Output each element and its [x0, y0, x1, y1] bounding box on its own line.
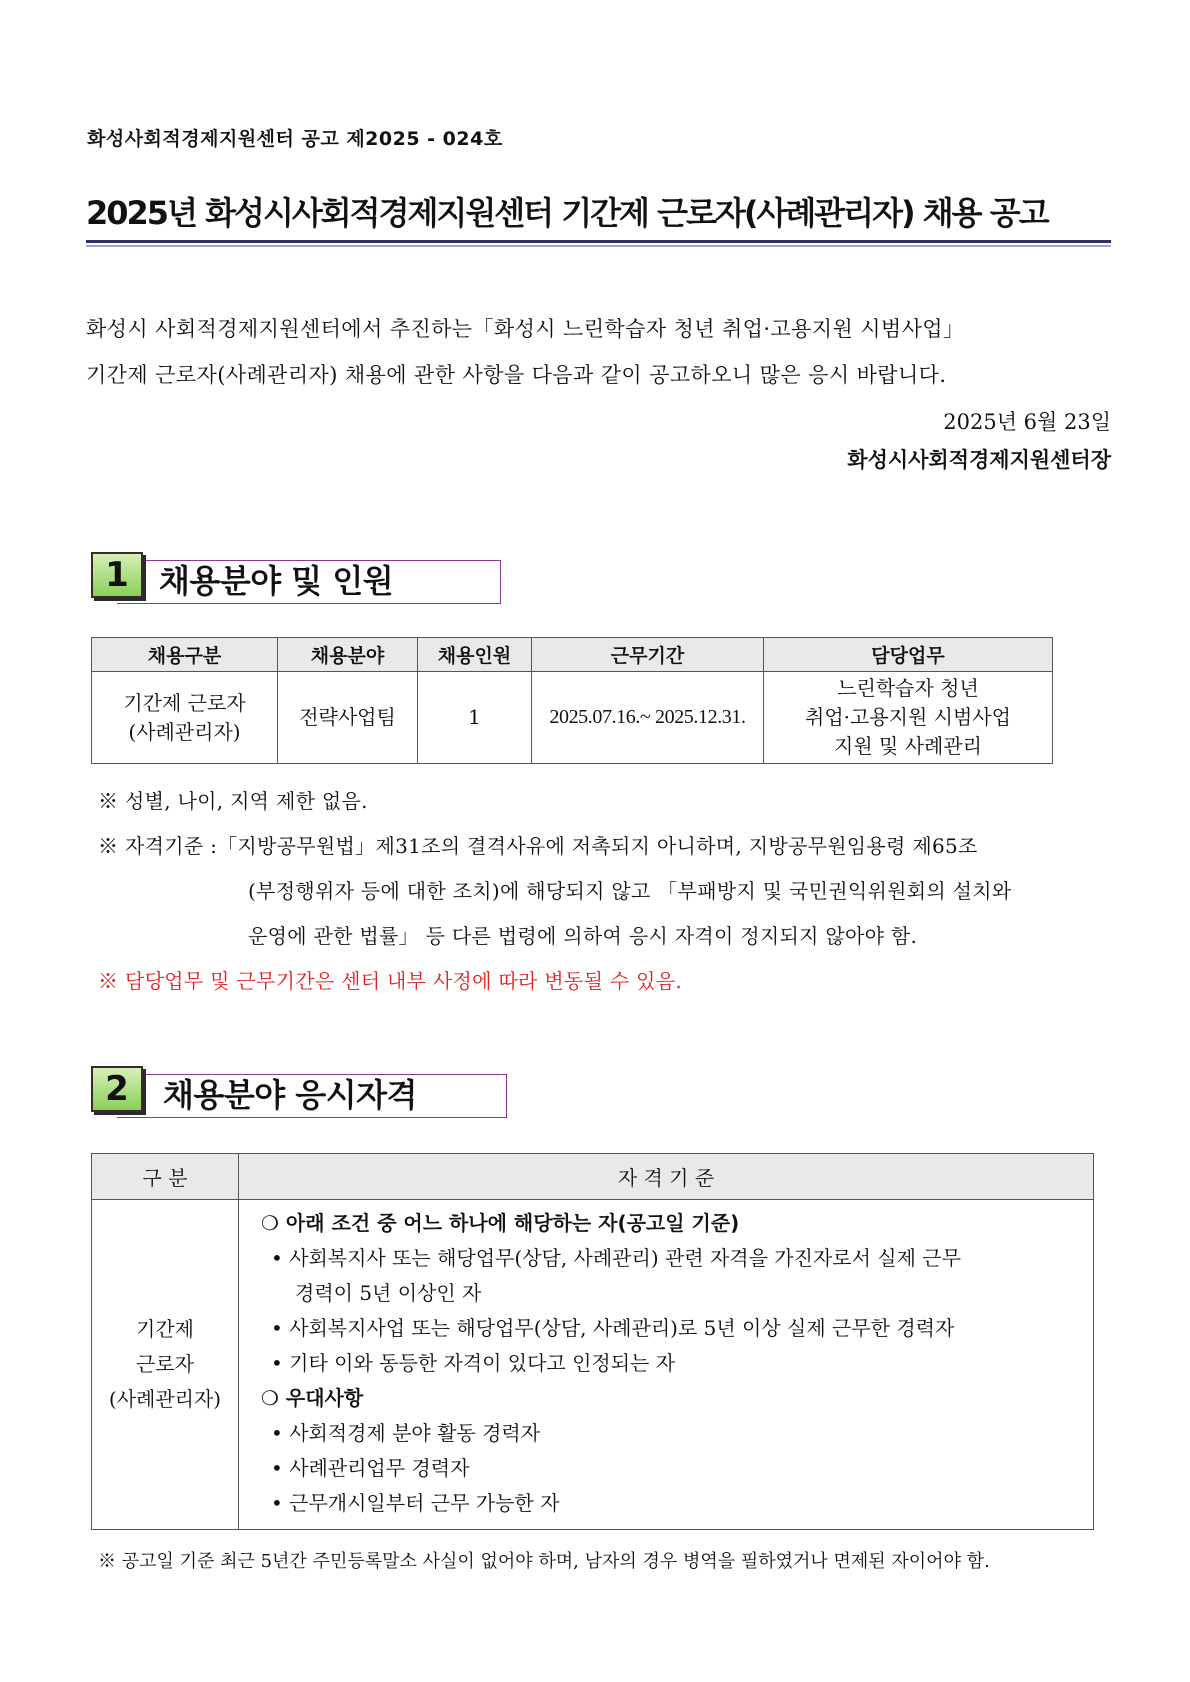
table-row [92, 672, 1053, 764]
note-item: ※ 성별, 나이, 지역 제한 없음. [98, 789, 368, 813]
table-cell-criteria [239, 1200, 1094, 1530]
signer: 화성시사회적경제지원센터장 [847, 448, 1111, 472]
table-cell-duty [764, 672, 1053, 764]
table-header: 채용인원 [418, 638, 532, 672]
section-number-badge: 1 [91, 552, 143, 598]
preference-item: • 사회적경제 분야 활동 경력자 [271, 1421, 541, 1445]
cell-line: 기간제 [136, 1317, 194, 1341]
table-header: 근무기간 [532, 638, 764, 672]
section-title: 채용분야 응시자격 [163, 1076, 417, 1114]
criteria-item-continuation: 경력이 5년 이상인 자 [295, 1281, 482, 1305]
preference-heading: ❍ 우대사항 [261, 1386, 364, 1410]
table-cell-count: 1 [418, 672, 532, 764]
preference-item: • 사례관리업무 경력자 [271, 1456, 470, 1480]
title-underline-accent [86, 245, 1111, 247]
table-row [92, 1200, 1094, 1530]
table-cell-category [92, 1200, 239, 1530]
cell-line: 근로자 [136, 1352, 194, 1376]
criteria-item: • 사회복지사업 또는 해당업무(상담, 사례관리)로 5년 이상 실제 근무한 경력자 [271, 1316, 955, 1340]
cell-line: 느린학습자 청년 [837, 676, 979, 700]
page-title: 2025년 화성시사회적경제지원센터 기간제 근로자(사례관리자) 채용 공고 [86, 194, 1048, 232]
notice-date: 2025년 6월 23일 [943, 410, 1111, 434]
cell-line: (사례관리자) [128, 719, 241, 744]
cell-line: 지원 및 사례관리 [834, 734, 982, 758]
note-continuation: (부정행위자 등에 대한 조치)에 해당되지 않고 「부패방지 및 국민권익위원회의 설치와 [248, 879, 1012, 903]
section-1-heading [91, 552, 501, 604]
note-item-warning: ※ 담당업무 및 근무기간은 센터 내부 사정에 따라 변동될 수 있음. [98, 969, 683, 993]
table-header: 담당업무 [764, 638, 1053, 672]
intro-line: 화성시 사회적경제지원센터에서 추진하는「화성시 느린학습자 청년 취업·고용지원 시범사업」 [86, 317, 965, 341]
criteria-item: • 사회복지사 또는 해당업무(상담, 사례관리) 관련 자격을 가진자로서 실제 근무 [271, 1246, 961, 1270]
recruitment-table [91, 637, 1053, 764]
table-cell-category [92, 672, 278, 764]
table-cell-period: 2025.07.16.~ 2025.12.31. [532, 672, 764, 764]
table-header: 구 분 [92, 1154, 239, 1200]
table-header: 채용구분 [92, 638, 278, 672]
title-underline [86, 240, 1111, 243]
preference-item: • 근무개시일부터 근무 가능한 자 [271, 1491, 560, 1515]
criteria-heading: ❍ 아래 조건 중 어느 하나에 해당하는 자(공고일 기준) [261, 1211, 740, 1235]
criteria-item: • 기타 이와 동등한 자격이 있다고 인정되는 자 [271, 1351, 676, 1375]
cell-line: 취업·고용지원 시범사업 [805, 705, 1011, 729]
table-header: 채용분야 [278, 638, 418, 672]
title-block [86, 188, 1111, 247]
table-header: 자 격 기 준 [239, 1154, 1094, 1200]
table-cell-field: 전략사업팀 [278, 672, 418, 764]
footnote: ※ 공고일 기준 최근 5년간 주민등록말소 사실이 없어야 하며, 남자의 경우 병역을 필하였거나 면제된 자이어야 함. [98, 1551, 990, 1572]
note-item: ※ 자격기준 :「지방공무원법」제31조의 결격사유에 저촉되지 아니하며, 지방공무원임용령 제65조 [98, 834, 978, 858]
cell-line: 기간제 근로자 [123, 690, 246, 715]
section-2-heading [91, 1066, 507, 1118]
section-title: 채용분야 및 인원 [159, 562, 394, 600]
table-header-row [92, 1154, 1094, 1200]
section-number-badge: 2 [91, 1066, 143, 1112]
intro-paragraph [86, 306, 1111, 398]
table-header-row [92, 638, 1053, 672]
cell-line: (사례관리자) [108, 1387, 222, 1411]
note-continuation: 운영에 관한 법률」 등 다른 법령에 의하여 응시 자격이 정지되지 않아야 함. [248, 924, 918, 948]
qualification-table [91, 1153, 1094, 1530]
notice-number: 화성사회적경제지원센터 공고 제2025 - 024호 [87, 128, 503, 150]
intro-line: 기간제 근로자(사례관리자) 채용에 관한 사항을 다음과 같이 공고하오니 많은 응시 바랍니다. [86, 363, 947, 387]
